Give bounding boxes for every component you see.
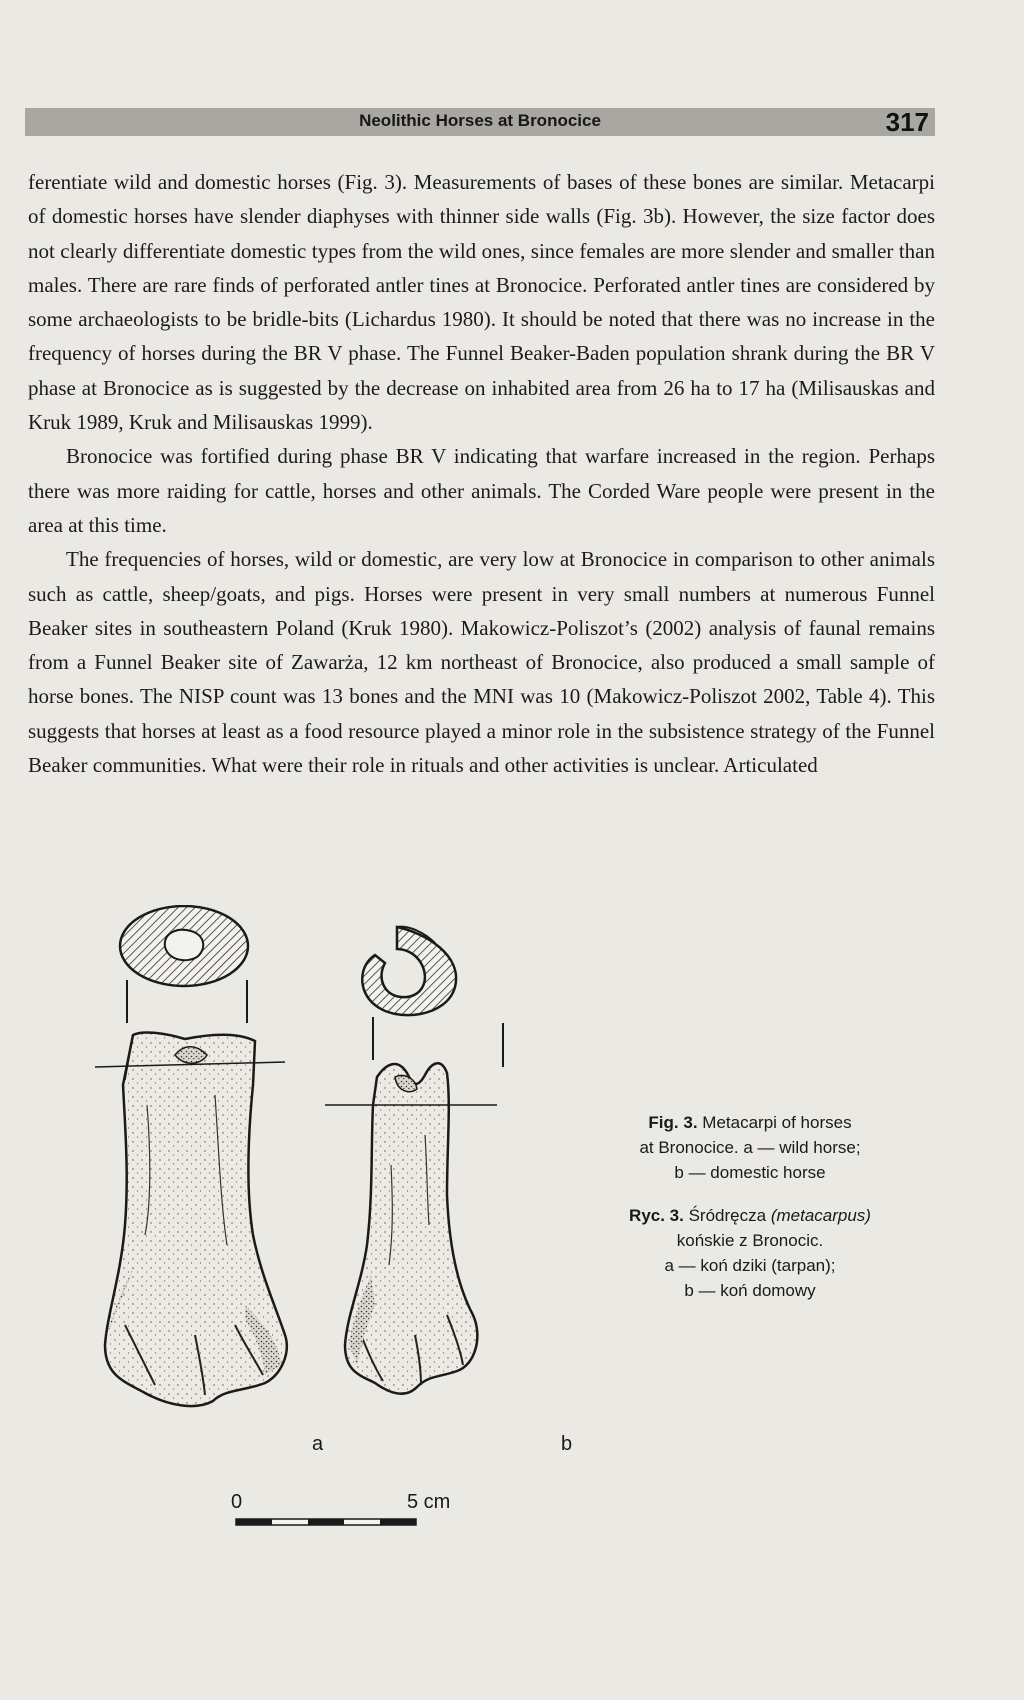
caption-pl-line3: a — koń dziki (tarpan); [664,1256,836,1275]
caption-en-line2: at Bronocice. a — wild horse; [639,1138,861,1157]
caption-pl-line4: b — koń domowy [684,1281,816,1300]
metacarpus-b-domestic-horse [325,1063,497,1393]
scale-zero-label: 0 [231,1491,243,1513]
caption-en-label: Fig. 3. [648,1113,698,1132]
caption-pl-line2: końskie z Bronocic. [676,1231,824,1250]
paragraph-3: The frequencies of horses, wild or domestic, are very low at Bronocice in comparison to other animals such as cattle, sheep/goats, and pigs. Horses were present in very small numbers at numerous Funnel Beaker sites in southeastern Poland (Kruk 1980). Makowicz-Poliszot’s (2002) analysis of faunal remains from a Funnel Beaker site of Zawarża, 12 km northeast of Bronocice, also produced a small sample of horse bones. The NISP count was 13 bones and the MNI was 10 (Makowicz-Poliszot 2002, Table 4). This suggests that horses at least as a food resource played a minor role in the subsistence strategy of the Funnel Beaker communities. What were their role in rituals and other activities is unclear. Articulated [28,547,935,778]
running-header-title: Neolithic Horses at Bronocice [359,111,601,130]
paragraph-2: Bronocice was fortified during phase BR V indicating that warfare increased in the region. Perhaps there was more raiding for cattle, horses and other animals. The Corded Ware people were present in the area at this time. [28,444,935,537]
metacarpi-figure [95,905,575,1545]
figure-caption [600,1110,900,1303]
caption-pl-label: Ryc. 3. [629,1206,684,1225]
page-number: 317 [885,107,929,137]
cross-section-a [120,906,248,1023]
body-text [28,165,935,782]
caption-pl-title: Śródręcza [688,1206,767,1225]
caption-en-line3: b — domestic horse [674,1163,826,1182]
label-b: b [561,1433,573,1455]
metacarpus-a-wild-horse [95,1032,287,1406]
paragraph-1: ferentiate wild and domestic horses (Fig. 3). Measurements of bases of these bones are similar. Metacarpi of domestic horses have slender diaphyses with thinner side walls (Fig. 3b). However, the size factor does not clearly differentiate domestic types from the wild ones, since females are more slender and smaller than males. There are rare finds of perforated antler tines at Bronocice. Perforated antler tines are considered by some archaeologists to be bridle-bits (Lichardus 1980). It should be noted that there was no increase in the frequency of horses during the BR V phase. The Funnel Beaker-Baden population shrank during the BR V phase at Bronocice as is suggested by the decrease on inhabited area from 26 ha to 17 ha (Milisauskas and Kruk 1989, Kruk and Milisauskas 1999). [28,170,935,435]
caption-en-line1: Metacarpi of horses [702,1113,852,1132]
caption-polish [600,1203,900,1303]
cross-section-b [362,927,503,1067]
caption-english [600,1110,900,1185]
scale-length-label: 5 cm [407,1491,451,1513]
running-header [25,108,935,136]
scale-bar [231,1491,450,1525]
caption-pl-italic: (metacarpus) [770,1206,871,1225]
label-a: a [312,1433,324,1455]
